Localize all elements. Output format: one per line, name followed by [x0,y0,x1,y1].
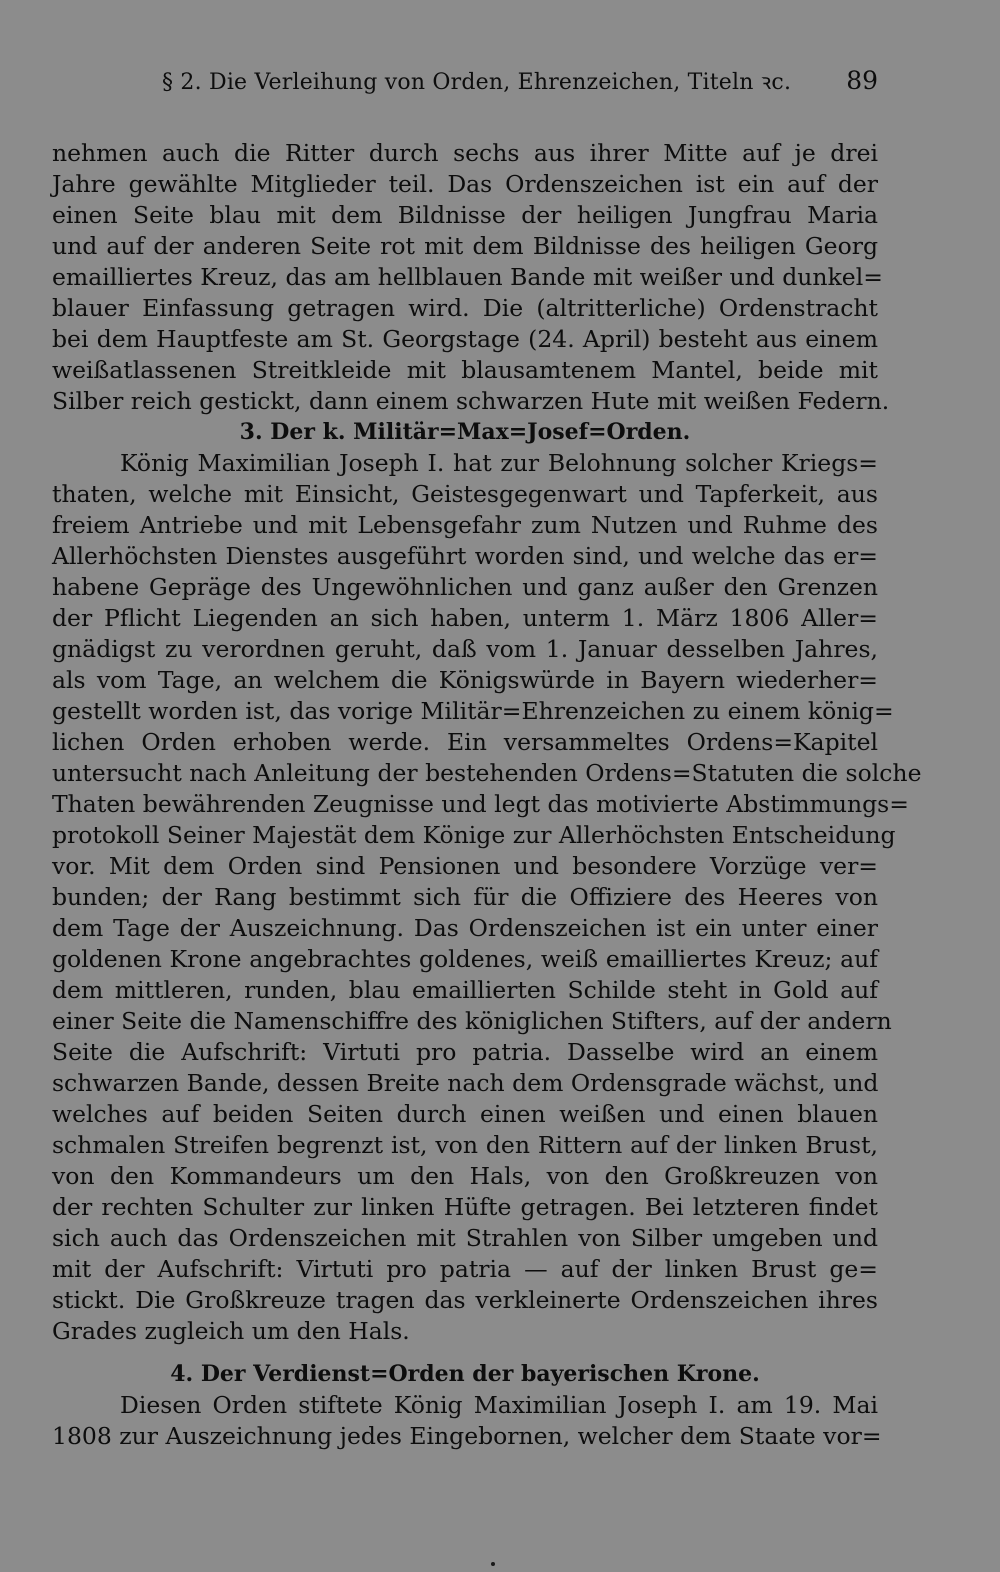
text-line: untersucht nach Anleitung der bestehenden Ordens=Statuten die solche [52,759,922,787]
running-head: § 2. Die Verleihung von Orden, Ehrenzeichen, Titeln ꝛc. [162,70,792,95]
text-line: habene Gepräge des Ungewöhnlichen und ganz außer den Grenzen [52,573,878,601]
page-speck [491,1562,495,1566]
text-line: thaten, welche mit Einsicht, Geistesgegenwart und Tapferkeit, aus [52,480,878,508]
text-line: sich auch das Ordenszeichen mit Strahlen von Silber umgeben und [52,1224,878,1252]
text-line: emailliertes Kreuz, das am hellblauen Bande mit weißer und dunkel= [52,263,883,291]
text-line: einer Seite die Namenschiffre des königlichen Stifters, auf der andern [52,1007,892,1035]
text-line: Seite die Aufschrift: Virtuti pro patria. Dasselbe wird an einem [52,1038,878,1066]
text-line: bei dem Hauptfeste am St. Georgstage (24. April) besteht aus einem [52,325,878,353]
paragraph-2 [52,448,922,1347]
text-line: protokoll Seiner Majestät dem Könige zur Allerhöchsten Entscheidung [52,821,896,849]
section-heading-3: 3. Der k. Militär=Max=Josef=Orden. [239,419,691,445]
section-heading-4: 4. Der Verdienst=Orden der bayerischen Krone. [170,1361,760,1387]
text-line: stickt. Die Großkreuze tragen das verkleinerte Ordenszeichen ihres [52,1286,878,1314]
text-line: schwarzen Bande, dessen Breite nach dem Ordensgrade wächst, und [52,1069,879,1097]
paragraph-1 [52,138,890,417]
text-line: der Pflicht Liegenden an sich haben, unterm 1. März 1806 Aller= [52,604,878,632]
text-line: und auf der anderen Seite rot mit dem Bildnisse des heiligen Georg [52,232,878,260]
text-line: einen Seite blau mit dem Bildnisse der heiligen Jungfrau Maria [52,201,878,229]
text-line: König Maximilian Joseph I. hat zur Belohnung solcher Kriegs= [120,449,878,477]
text-line: von den Kommandeurs um den Hals, von den Großkreuzen von [52,1162,878,1190]
text-line: Jahre gewählte Mitglieder teil. Das Ordenszeichen ist ein auf der [52,170,878,198]
text-line: gestellt worden ist, das vorige Militär=Ehrenzeichen zu einem könig= [52,697,894,725]
page-body [52,138,922,1452]
text-line: 1808 zur Auszeichnung jedes Eingebornen, welcher dem Staate vor= [52,1422,882,1450]
text-line: Diesen Orden stiftete König Maximilian Joseph I. am 19. Mai [120,1391,878,1419]
paragraph-3 [52,1390,882,1452]
text-line: dem Tage der Auszeichnung. Das Ordenszeichen ist ein unter einer [52,914,878,942]
page-number: 89 [846,66,878,95]
text-line: Allerhöchsten Dienstes ausgeführt worden sind, und welche das er= [52,542,878,570]
text-line: vor. Mit dem Orden sind Pensionen und besondere Vorzüge ver= [52,852,878,880]
text-line: nehmen auch die Ritter durch sechs aus ihrer Mitte auf je drei [52,139,878,167]
text-line: gnädigst zu verordnen geruht, daß vom 1. Januar desselben Jahres, [52,635,878,663]
text-line: blauer Einfassung getragen wird. Die (altritterliche) Ordenstracht [52,294,878,322]
text-line: welches auf beiden Seiten durch einen weißen und einen blauen [52,1100,878,1128]
text-line: dem mittleren, runden, blau emaillierten Schilde steht in Gold auf [52,976,878,1004]
text-line: mit der Aufschrift: Virtuti pro patria — auf der linken Brust ge= [52,1255,878,1283]
text-line: Silber reich gestickt, dann einem schwarzen Hute mit weißen Federn. [52,387,890,415]
text-line: als vom Tage, an welchem die Königswürde in Bayern wiederher= [52,666,878,694]
text-line: der rechten Schulter zur linken Hüfte getragen. Bei letzteren findet [52,1193,878,1221]
text-line: lichen Orden erhoben werde. Ein versammeltes Ordens=Kapitel [52,728,878,756]
text-line: Thaten bewährenden Zeugnisse und legt das motivierte Abstimmungs= [52,790,909,818]
text-line: bunden; der Rang bestimmt sich für die Offiziere des Heeres von [52,883,878,911]
text-line: schmalen Streifen begrenzt ist, von den Rittern auf der linken Brust, [52,1131,878,1159]
text-line: weißatlassenen Streitkleide mit blausamtenem Mantel, beide mit [52,356,878,384]
text-line: freiem Antriebe und mit Lebensgefahr zum Nutzen und Ruhme des [52,511,878,539]
text-line: goldenen Krone angebrachtes goldenes, weiß emailliertes Kreuz; auf [52,945,878,973]
text-line: Grades zugleich um den Hals. [52,1317,410,1345]
page-header [52,66,878,106]
